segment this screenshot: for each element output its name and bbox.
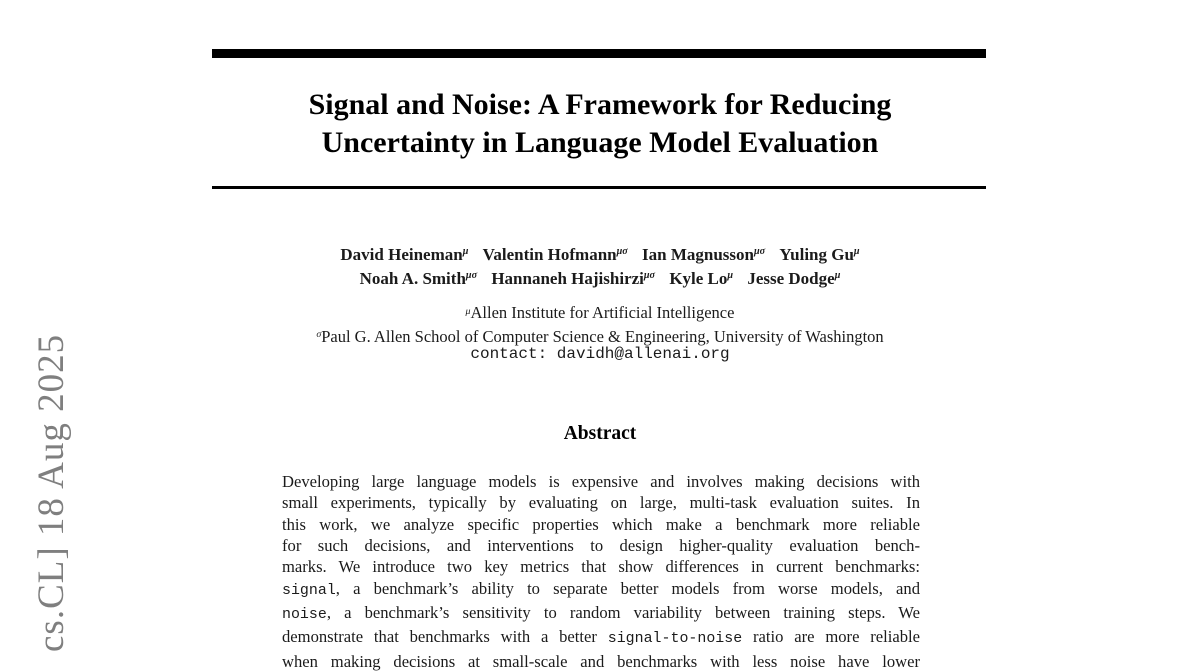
author-name: Ian Magnusson — [642, 245, 754, 264]
author-affiliation-marker: μ — [727, 269, 734, 281]
abstract-line — [282, 492, 920, 513]
author-affiliation-marker: μ — [462, 246, 469, 258]
affiliation-line — [0, 303, 1200, 327]
abstract-heading: Abstract — [563, 423, 637, 444]
contact-email: contact: davidh@allenai.org — [470, 345, 730, 363]
code-term: signal-to-noise — [607, 631, 743, 648]
affiliation-marker: μ — [465, 305, 471, 317]
abstract-line — [282, 556, 920, 577]
author — [360, 269, 477, 288]
author — [491, 269, 655, 288]
abstract-text-segment: for such decisions, and interventions to design higher-quality evaluation bench- — [282, 536, 920, 556]
abstract-line — [282, 626, 920, 650]
author — [642, 245, 765, 264]
author-name: Kyle Lo — [669, 268, 728, 288]
author-name: Yuling Gu — [779, 245, 854, 264]
author-name: Jesse Dodge — [747, 268, 835, 288]
abstract-text-segment: Developing large language models is expensive and involves making decisions with — [282, 472, 920, 491]
affiliation-marker: σ — [316, 329, 322, 341]
abstract-line — [282, 651, 920, 672]
arxiv-watermark: cs.CL] 18 Aug 2025 — [31, 333, 72, 652]
abstract-line — [282, 535, 920, 556]
abstract-text-segment: ratio are more reliable — [742, 627, 920, 647]
author-affiliation-marker: μσ — [465, 269, 478, 281]
author-name: Valentin Hofmann — [482, 245, 617, 264]
abstract-line — [282, 471, 920, 492]
author-affiliation-marker: μσ — [754, 246, 766, 258]
abstract-text-segment: when making decisions at small-scale and benchmarks with less noise have lower — [282, 651, 920, 671]
abstract-text-segment: marks. We introduce two key metrics that show differences in current benchmarks: — [282, 557, 920, 577]
author-affiliation-marker: μσ — [643, 269, 656, 281]
affiliations-block — [0, 303, 1200, 350]
author-name: Noah A. Smith — [359, 268, 466, 288]
author-block — [0, 245, 1200, 292]
author-affiliation-marker: μσ — [616, 246, 628, 258]
author — [779, 245, 859, 264]
author — [340, 245, 468, 264]
author-affiliation-marker: μ — [834, 269, 841, 281]
affiliation-text: Paul G. Allen School of Computer Science & Engineering, University of Washington — [321, 326, 884, 346]
abstract-text-segment: , a benchmark’s ability to separate better models from worse models, and — [335, 578, 920, 598]
abstract-text-segment: demonstrate that benchmarks with a better — [282, 627, 608, 647]
abstract-text-segment: , a benchmark’s sensitivity to random variability between training steps. We — [326, 603, 920, 623]
author — [669, 269, 733, 288]
title-rule-bottom — [212, 186, 986, 189]
abstract-text-segment: this work, we analyze specific properties which make a benchmark more reliable — [282, 514, 920, 534]
authors-line-2 — [0, 269, 1200, 293]
author-affiliation-marker: μ — [853, 246, 860, 258]
author — [747, 269, 840, 288]
title-rule-top — [212, 49, 986, 58]
paper-title-line-2: Uncertainty in Language Model Evaluation — [321, 126, 879, 159]
paper-title — [0, 86, 1200, 162]
author-name: Hannaneh Hajishirzi — [491, 268, 644, 288]
abstract-line — [282, 578, 920, 602]
abstract-line — [282, 602, 920, 626]
authors-line-1 — [0, 245, 1200, 269]
author — [483, 245, 628, 264]
paper-title-line-1: Signal and Noise: A Framework for Reducing — [308, 88, 892, 121]
affiliation-text: Allen Institute for Artificial Intelligence — [470, 303, 735, 322]
abstract-text-segment: small experiments, typically by evaluating on large, multi-task evaluation suites. In — [282, 493, 920, 513]
abstract-line — [282, 514, 920, 535]
abstract-text — [282, 471, 920, 672]
code-term: signal — [282, 582, 336, 599]
author-name: David Heineman — [340, 245, 463, 264]
code-term: noise — [282, 607, 327, 624]
